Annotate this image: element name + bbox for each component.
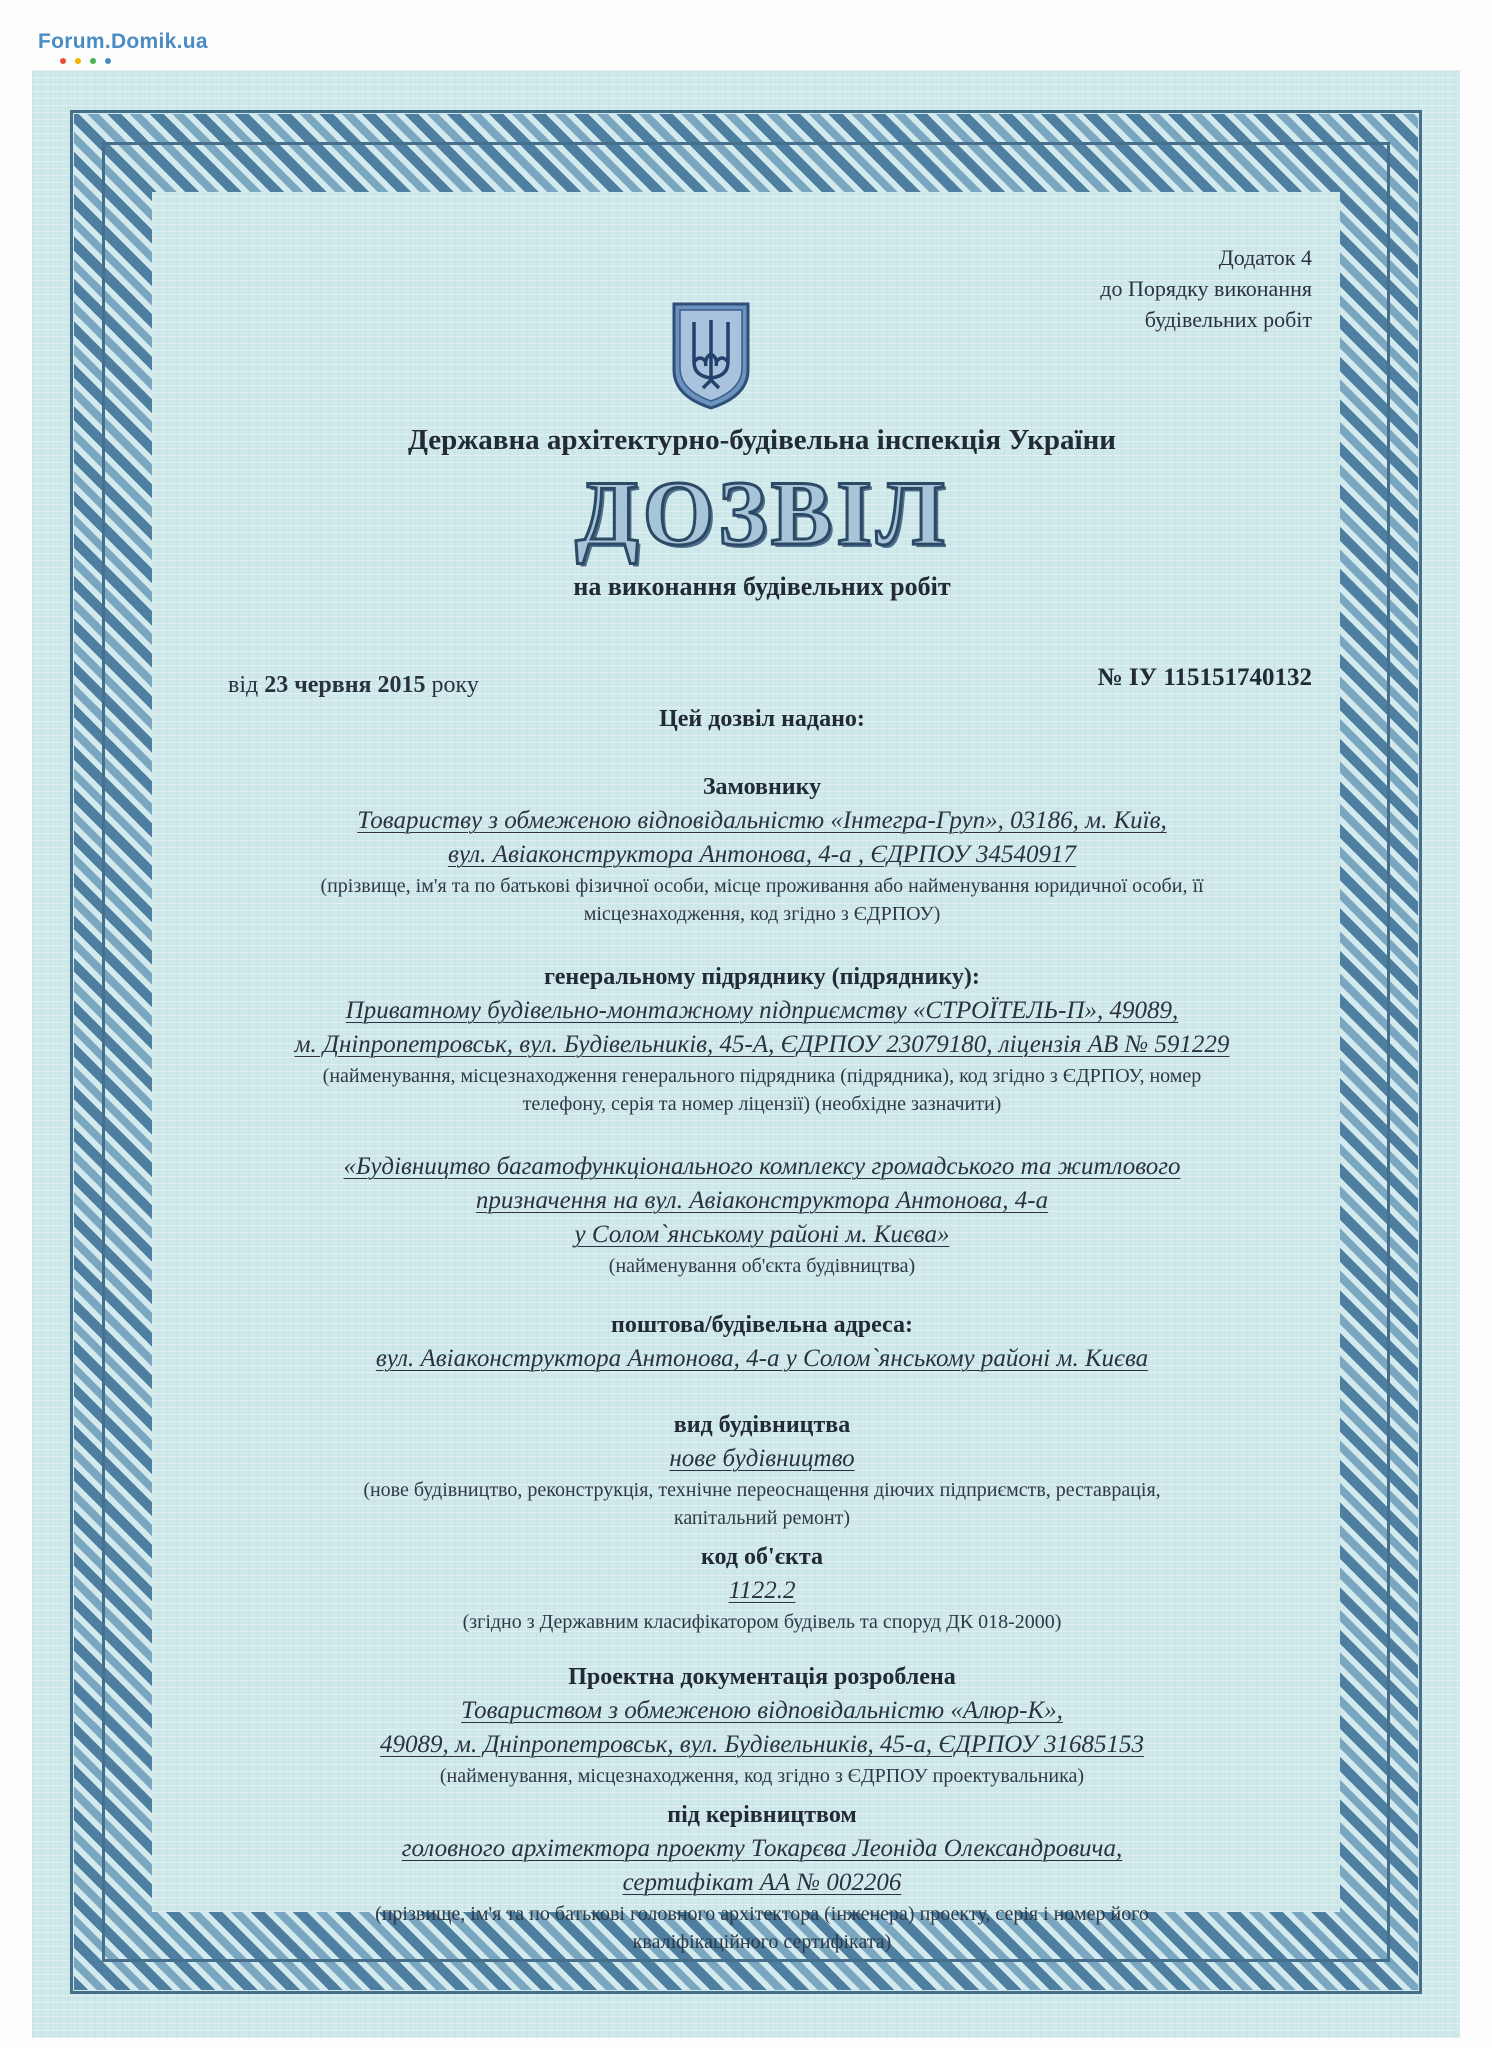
customer-line: вул. Авіаконструктора Антонова, 4-а , ЄДРПОУ 34540917 (448, 841, 1076, 868)
address-section (182, 1308, 1342, 1376)
contractor-line: м. Дніпропетровськ, вул. Будівельників, 45-А, ЄДРПОУ 23079180, ліцензія АВ № 591229 (294, 1031, 1230, 1058)
document-title: ДОЗВІЛ (575, 462, 949, 564)
construction-type-note: капітальний ремонт) (673, 1507, 851, 1529)
customer-section (182, 770, 1342, 928)
supervision-note: кваліфікаційного сертифіката) (632, 1931, 892, 1953)
watermark-dot (90, 58, 96, 64)
design-heading: Проектна документація розроблена (568, 1664, 956, 1690)
construction-type-note: (нове будівництво, реконструкція, технічне переоснащення діючих підприємств, реставрація, (363, 1479, 1161, 1501)
document-subtitle: на виконання будівельних робіт (573, 572, 951, 601)
object-name-line: у Солом`янському районі м. Києва» (574, 1221, 950, 1248)
contractor-section (182, 960, 1342, 1118)
issue-date-suffix: року (431, 672, 479, 698)
watermark-dot (60, 58, 66, 64)
supervision-line: сертифікат АА № 002206 (622, 1869, 902, 1896)
issue-date-prefix: від (228, 672, 259, 698)
customer-note: (прізвище, ім'я та по батькові фізичної особи, місце проживання або найменування юридичної особи, її (320, 875, 1204, 897)
address-heading: поштова/будівельна адреса: (611, 1312, 913, 1338)
appendix-note (1100, 242, 1312, 335)
object-code-value: 1122.2 (728, 1577, 796, 1604)
trident-coat-of-arms-icon (670, 300, 752, 412)
contractor-heading: генеральному підряднику (підряднику): (544, 964, 980, 990)
object-name-line: призначення на вул. Авіаконструктора Антонова, 4-а (475, 1187, 1049, 1214)
design-section (182, 1660, 1342, 1790)
construction-type-value: нове будівництво (669, 1445, 855, 1472)
object-note: (найменування об'єкта будівництва) (608, 1255, 916, 1277)
customer-note: місцезнаходження, код згідно з ЄДРПОУ) (583, 903, 941, 925)
object-code-section (182, 1540, 1342, 1636)
customer-line: Товариству з обмеженою відповідальністю «Інтегра-Груп», 03186, м. Київ, (357, 807, 1167, 834)
watermark-dot (75, 58, 81, 64)
issue-date-value: 23 червня 2015 (264, 672, 426, 698)
watermark-logo: Forum.Domik.ua (38, 30, 208, 53)
supervision-section (182, 1798, 1342, 1956)
granted-to-heading: Цей дозвіл надано: (659, 706, 865, 732)
object-code-note: (згідно з Державним класифікатором будівель та споруд ДК 018-2000) (462, 1611, 1062, 1633)
watermark-dot (105, 58, 111, 64)
contractor-note: телефону, серія та номер ліцензії) (необхідне зазначити) (522, 1093, 1002, 1115)
watermark-dots (60, 58, 111, 64)
appendix-line: Додаток 4 (1218, 245, 1312, 270)
contractor-line: Приватному будівельно-монтажному підприємству «СТРОЇТЕЛЬ-П», 49089, (345, 997, 1179, 1024)
object-section (182, 1150, 1342, 1280)
design-line: 49089, м. Дніпропетровськ, вул. Будівельників, 45-а, ЄДРПОУ 31685153 (380, 1731, 1144, 1758)
supervision-note: (прізвище, ім'я та по батькові головного архітектора (інженера) проекту, серія і номер його (375, 1903, 1149, 1925)
permit-number: № ІУ 115151740132 (1097, 664, 1312, 691)
issuing-agency: Державна архітектурно-будівельна інспекція України (407, 424, 1117, 456)
supervision-heading: під керівництвом (667, 1802, 857, 1828)
permit-content (182, 180, 1342, 1953)
object-code-heading: код об'єкта (701, 1544, 823, 1570)
permit-sheet (32, 70, 1460, 2038)
object-name-line: «Будівництво багатофункціонального комплексу громадського та житлового (343, 1153, 1181, 1180)
supervision-line: головного архітектора проекту Токарєва Леоніда Олександровича, (401, 1835, 1123, 1862)
address-value: вул. Авіаконструктора Антонова, 4-а у Солом`янському районі м. Києва (375, 1345, 1149, 1372)
issue-date (228, 672, 479, 699)
design-line: Товариством з обмеженою відповідальністю «Алюр-К», (461, 1697, 1063, 1724)
appendix-line: до Порядку виконання (1100, 276, 1312, 301)
construction-type-section (182, 1408, 1342, 1532)
contractor-note: (найменування, місцезнаходження генерального підрядника (підрядника), код згідно з ЄДРПОУ, номер (322, 1065, 1202, 1087)
customer-heading: Замовнику (702, 774, 822, 800)
design-note: (найменування, місцезнаходження, код згідно з ЄДРПОУ проектувальника) (439, 1765, 1085, 1787)
construction-type-heading: вид будівництва (673, 1412, 851, 1438)
appendix-line: будівельних робіт (1144, 307, 1312, 332)
